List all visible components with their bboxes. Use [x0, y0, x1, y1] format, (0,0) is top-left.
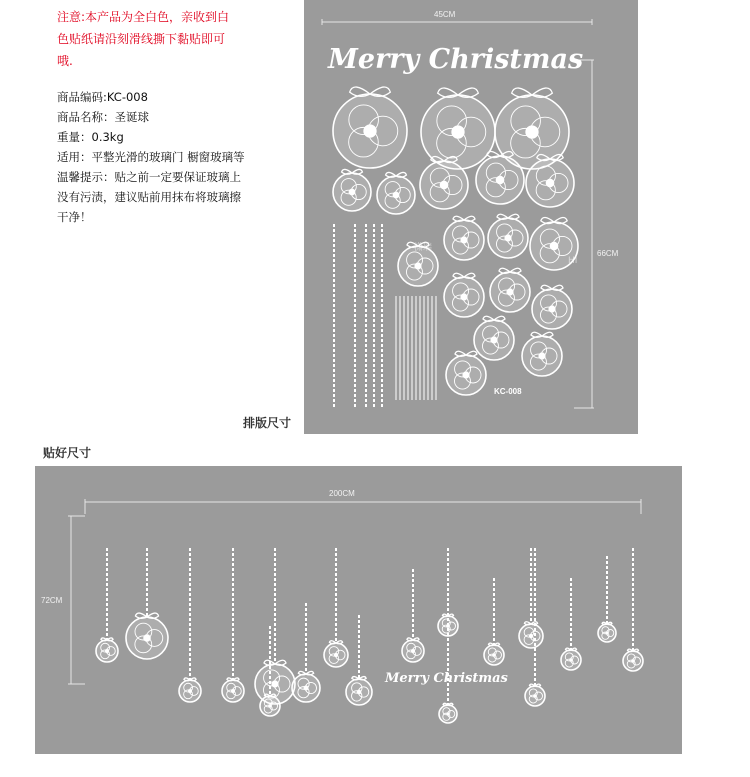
notice-line: 注意:本产品为全白色，亲收到白 — [57, 10, 230, 24]
ornament-icon — [126, 613, 168, 659]
ornament-icon — [96, 638, 118, 662]
ornament-icon — [561, 648, 581, 670]
ornament-icon — [222, 678, 244, 702]
ornament-icon — [474, 316, 514, 360]
layout-caption: 排版尺寸 — [243, 416, 292, 430]
spec-weight: 重量：0.3kg — [57, 130, 124, 144]
ornament-icon — [446, 351, 486, 395]
ornament-icon — [179, 678, 201, 702]
spec-usage: 适用：平整光滑的玻璃门 橱窗玻璃等 — [57, 150, 245, 164]
spec-name: 商品名称：圣诞球 — [57, 110, 149, 124]
ornament-icon — [490, 268, 530, 312]
ornament-icon — [522, 332, 562, 376]
ornament-icon — [519, 622, 543, 648]
layout-height-label: 66CM — [597, 249, 619, 258]
spec-tip: 干净！ — [57, 210, 92, 224]
ornament-icon — [623, 649, 643, 671]
ornament-icon — [292, 671, 320, 702]
applied-window-panel — [35, 466, 682, 754]
ornament-icon — [324, 641, 348, 667]
ornament-icon — [439, 703, 457, 723]
product-specs — [57, 87, 262, 227]
layout-sheet-panel — [304, 0, 638, 434]
ornament-icon — [444, 273, 484, 317]
spec-tip: 没有污渍，建议贴前用抹布将玻璃擦 — [57, 190, 241, 204]
applied-caption: 贴好尺寸 — [43, 446, 92, 460]
ornament-icon — [444, 216, 484, 260]
spec-code: 商品编码:KC-008 — [57, 90, 148, 104]
applied-window-art — [35, 466, 682, 754]
ornament-icon — [488, 214, 528, 258]
ornament-icon — [377, 172, 415, 214]
ornament-icon — [525, 684, 545, 706]
notice-text — [57, 6, 257, 72]
ornament-icon — [333, 169, 371, 211]
notice-line: 哦. — [57, 54, 73, 68]
spec-tip: 温馨提示：贴之前一定要保证玻璃上 — [57, 170, 241, 184]
ornament-icon — [346, 677, 372, 705]
applied-height-label: 72CM — [41, 596, 63, 605]
ornament-icon — [532, 285, 572, 329]
layout-width-label: 45CM — [434, 10, 456, 19]
ornament-icon — [484, 643, 504, 665]
ornament-icon — [333, 87, 407, 168]
ornament-icon — [598, 622, 616, 642]
notice-line: 色贴纸请沿刻滑线撕下黏贴即可 — [57, 32, 226, 46]
layout-watermark: 潇瑞 — [414, 243, 433, 253]
applied-title: Merry Christmas — [385, 671, 508, 686]
applied-width-label: 200CM — [329, 489, 355, 498]
layout-title: Merry Christmas — [328, 44, 584, 75]
ornament-icon — [402, 638, 424, 662]
layout-watermark: HI — [568, 256, 578, 266]
layout-product-code: KC-008 — [494, 387, 522, 396]
